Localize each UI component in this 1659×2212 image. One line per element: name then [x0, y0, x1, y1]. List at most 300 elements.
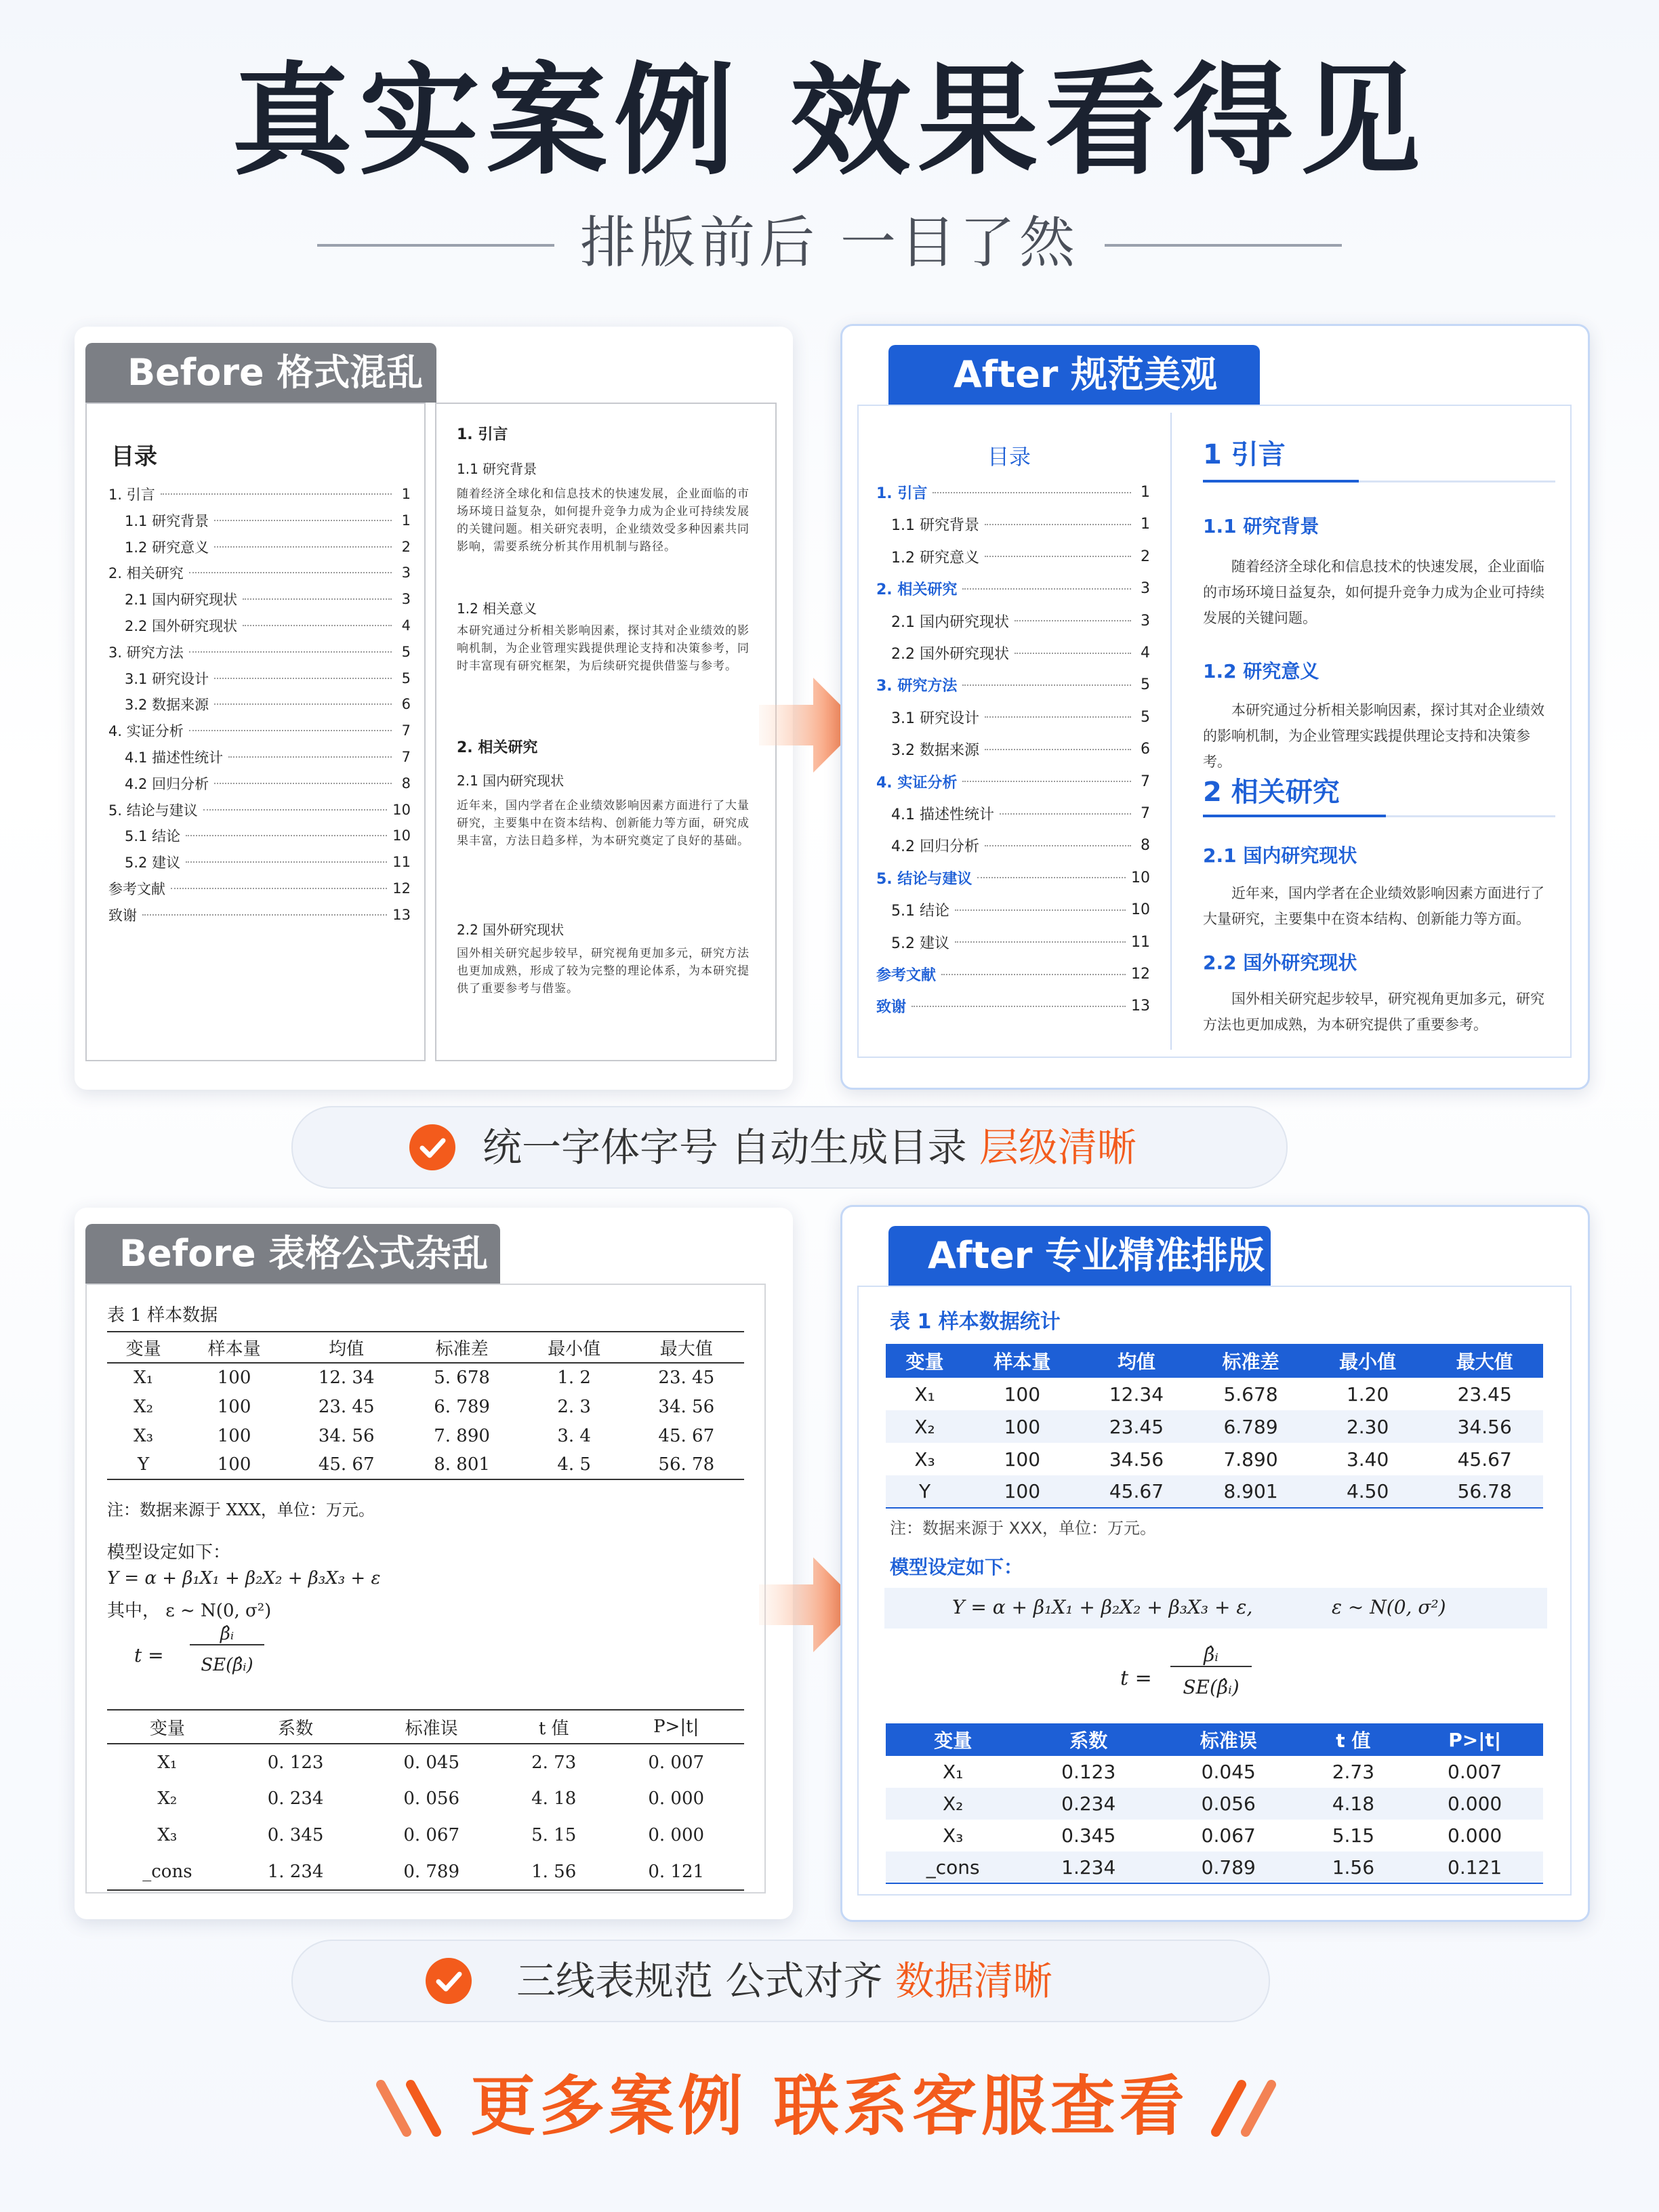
- table-cell: 23.45: [1457, 1382, 1512, 1406]
- table-cell: 0. 045: [403, 1752, 460, 1773]
- toc-item[interactable]: [125, 615, 411, 636]
- toc-item-page: 4: [401, 617, 411, 634]
- before-table-panel: [75, 1208, 793, 1919]
- table-cell: 5. 678: [434, 1368, 490, 1388]
- subsection-heading: 1.1 研究背景: [457, 461, 537, 477]
- table-cell: 56. 78: [658, 1454, 715, 1475]
- toc-item-page: 7: [401, 749, 411, 765]
- formula-where: 其中， ε ∼ N(0, σ²): [107, 1601, 272, 1621]
- toc-item[interactable]: [876, 964, 1150, 985]
- table-header-cell: 最大值: [1426, 1344, 1543, 1378]
- table-cell: 4.18: [1300, 1788, 1406, 1820]
- paragraph: 近年来，国内学者在企业绩效影响因素方面进行了大量研究，主要集中在资本结构、创新能力等方面。: [1203, 885, 1544, 927]
- table-row: [886, 1851, 1543, 1883]
- regression-table: [107, 1709, 744, 1891]
- toc-leader-dots: [214, 783, 392, 784]
- toc-item[interactable]: [876, 996, 1150, 1017]
- toc-leader-dots: [228, 756, 392, 758]
- table-cell: 0. 234: [267, 1788, 324, 1809]
- toc-leader-dots: [985, 845, 1131, 846]
- toc-leader-dots: [985, 716, 1131, 718]
- toc-title: 目录: [987, 444, 1031, 470]
- toc-leader-dots: [962, 588, 1131, 590]
- toc-item[interactable]: [108, 484, 411, 504]
- toc-item[interactable]: [876, 771, 1150, 792]
- toc-item-page: 10: [392, 801, 411, 818]
- table-header-cell: 变量: [125, 1338, 161, 1359]
- toc-leader-dots: [171, 888, 387, 889]
- toc-item-page: 11: [1131, 933, 1150, 951]
- toc-item[interactable]: [891, 803, 1150, 824]
- t-formula-denominator: SE(β̂ᵢ): [201, 1655, 253, 1675]
- toc-leader-dots: [186, 861, 387, 863]
- toc-item[interactable]: [108, 905, 411, 925]
- toc-item-label: 1. 引言: [876, 485, 928, 502]
- table-cell: 12. 34: [318, 1368, 375, 1388]
- toc-item-label: 1. 引言: [108, 487, 155, 503]
- table-cell: X₁: [157, 1752, 178, 1773]
- paragraph: 随着经济全球化和信息技术的快速发展，企业面临的市场环境日益复杂，如何提升竞争力成为企业可持续发展的关键问题。相关研究表明，企业绩效受多种因素共同影响，需要系统分析其作用机制与路径。: [457, 487, 750, 554]
- table-cell: 45.67: [1457, 1448, 1512, 1471]
- table-cell: 0. 007: [648, 1752, 705, 1773]
- table-cell: X₁: [134, 1368, 154, 1388]
- table-cell: X₁: [942, 1761, 964, 1783]
- toc-item-page: 11: [392, 854, 411, 871]
- table-cell: 5.15: [1332, 1824, 1375, 1847]
- toc-leader-dots: [912, 1006, 1126, 1007]
- toc-item-page: 2: [1141, 548, 1150, 565]
- toc-item[interactable]: [125, 694, 411, 714]
- check-icon: [409, 1124, 455, 1170]
- toc-leader-dots: [985, 556, 1131, 557]
- main-title: 真实案例 效果看得见: [232, 51, 1427, 191]
- section-heading: 1. 引言: [457, 426, 508, 443]
- table-cell: 1.234: [1020, 1851, 1157, 1883]
- toc-leader-dots: [933, 492, 1131, 493]
- t-formula-denominator: SE(β̂ᵢ): [1183, 1676, 1240, 1698]
- toc-leader-dots: [214, 703, 392, 705]
- t-formula-lhs: t =: [134, 1644, 164, 1666]
- table-cell: 23. 45: [658, 1368, 715, 1388]
- toc-item-page: 1: [1141, 516, 1150, 533]
- toc-item[interactable]: [876, 674, 1150, 695]
- before-toc-panel: [75, 327, 793, 1090]
- toc-item[interactable]: [891, 899, 1150, 920]
- table-row: [107, 1421, 744, 1450]
- section-heading: 2 相关研究: [1203, 777, 1340, 808]
- table-row: [886, 1443, 1543, 1475]
- toc-item[interactable]: [891, 514, 1150, 535]
- table-header-cell: t 值: [538, 1718, 569, 1739]
- toc-item-label: 致谢: [108, 907, 137, 924]
- table-cell: 0. 067: [403, 1825, 460, 1845]
- after-document: [857, 405, 1572, 1058]
- table-cell: 45.67: [1081, 1475, 1193, 1508]
- table-row: [886, 1756, 1543, 1788]
- subtitle: 排版前后 一目了然: [579, 211, 1080, 275]
- toc-item-label: 4. 实证分析: [108, 723, 184, 740]
- table-header-cell: 变量: [886, 1723, 1020, 1756]
- toc-leader-dots: [1015, 653, 1131, 654]
- toc-item[interactable]: [891, 932, 1150, 953]
- subsection-heading: 2.1 国内研究现状: [1203, 844, 1357, 867]
- table-row: [886, 1788, 1543, 1820]
- before-toc-page: [85, 403, 426, 1061]
- table-header-cell: 均值: [329, 1338, 365, 1359]
- toc-leader-dots: [243, 598, 392, 600]
- table-cell: X₁: [914, 1382, 935, 1406]
- toc-item-page: 12: [1131, 966, 1150, 983]
- table-row: [107, 1392, 744, 1421]
- toc-item[interactable]: [125, 747, 411, 767]
- table-cell: 45. 67: [658, 1425, 715, 1446]
- toc-item-label: 1.1 研究背景: [891, 517, 979, 535]
- table-cell: 4.50: [1309, 1475, 1427, 1508]
- toc-item-label: 5.1 结论: [125, 828, 181, 845]
- paragraph: 本研究通过分析相关影响因素，探讨其对企业绩效的影响机制，为企业管理实践提供理论支持和决策参考，同时丰富现有研究框架，为后续研究提供借鉴与参考。: [457, 624, 750, 673]
- toc-leader-dots: [962, 781, 1131, 782]
- toc-leader-dots: [142, 914, 387, 916]
- toc-item-label: 4.2 回归分析: [891, 838, 979, 856]
- table-cell: Y: [886, 1475, 964, 1508]
- table-cell: 100: [217, 1425, 251, 1446]
- subsection-heading: 1.2 研究意义: [1203, 660, 1319, 682]
- table-cell: 34. 56: [658, 1396, 715, 1417]
- table-cell: 4. 5: [557, 1454, 591, 1475]
- table-header-cell: 标准差: [1192, 1344, 1309, 1378]
- toc-item-label: 2.2 国外研究现状: [125, 618, 238, 634]
- toc-item-label: 3. 研究方法: [876, 678, 958, 695]
- toc-item-page: 6: [1141, 741, 1150, 758]
- toc-item-label: 3.1 研究设计: [125, 670, 209, 687]
- table-header-cell: 系数: [1020, 1723, 1157, 1756]
- heading-rule-accent: [1203, 815, 1386, 817]
- banner-text-main: 统一字体字号 自动生成目录: [483, 1124, 979, 1170]
- table-cell: 3. 4: [557, 1425, 591, 1446]
- table-cell: X₂: [157, 1788, 178, 1809]
- toc-leader-dots: [203, 809, 388, 811]
- table-note: 注：数据来源于 XXX，单位：万元。: [107, 1500, 375, 1519]
- toc-item-page: 5: [1141, 708, 1150, 726]
- table-cell: 0. 056: [403, 1788, 460, 1809]
- paragraph: 近年来，国内学者在企业绩效影响因素方面进行了大量研究，主要集中在资本结构、创新能力等方面，研究成果丰富，方法日趋多样，为本研究奠定了良好的基础。: [457, 799, 750, 848]
- toc-item-page: 10: [392, 827, 411, 844]
- toc-leader-dots: [161, 493, 392, 495]
- check-icon: [426, 1958, 472, 2004]
- banner-highlight: 层级清晰: [979, 1124, 1136, 1170]
- toc-item-page: 8: [401, 775, 411, 792]
- subtitle-right-rule: [1105, 244, 1342, 247]
- toc-item[interactable]: [125, 825, 411, 846]
- toc-item[interactable]: [125, 510, 411, 531]
- toc-item-label: 4.2 回归分析: [125, 775, 209, 792]
- toc-item-label: 4.1 描述性统计: [891, 806, 994, 823]
- table-cell: 5.678: [1223, 1382, 1278, 1406]
- toc-item[interactable]: [125, 668, 411, 689]
- t-formula-numerator: β̂ᵢ: [1170, 1643, 1252, 1667]
- table-cell: 100: [1004, 1382, 1041, 1406]
- table-cell: 100: [1004, 1448, 1041, 1471]
- toc-item-page: 12: [392, 880, 411, 897]
- toc-item-label: 5.1 结论: [891, 903, 949, 920]
- table-cell: 7. 890: [434, 1425, 490, 1446]
- toc-leader-dots: [214, 678, 392, 679]
- table-cell: 56.78: [1426, 1475, 1543, 1508]
- toc-item[interactable]: [876, 482, 1150, 503]
- after-tag: After 专业精准排版: [888, 1226, 1271, 1286]
- double-slash-right-icon: [1206, 2078, 1288, 2139]
- table-row: [886, 1475, 1543, 1508]
- table-cell: 0.056: [1157, 1788, 1300, 1820]
- table-cell: 0. 789: [403, 1861, 460, 1882]
- toc-item-page: 1: [401, 512, 411, 529]
- toc-item-label: 5.2 建议: [891, 935, 949, 952]
- table-cell: 0.121: [1406, 1851, 1543, 1883]
- subsection-heading: 2.2 国外研究现状: [1203, 951, 1357, 974]
- toc-item[interactable]: [891, 642, 1150, 663]
- table-cell: 0.045: [1201, 1761, 1256, 1783]
- table-cell: Y: [138, 1454, 150, 1475]
- table-cell: 0.789: [1157, 1851, 1300, 1883]
- toc-item-label: 2.1 国内研究现状: [125, 592, 238, 609]
- table-row: [886, 1378, 1543, 1410]
- toc-item-page: 13: [1131, 998, 1150, 1015]
- subsection-heading: 2.2 国外研究现状: [457, 922, 565, 938]
- table-cell: 6.789: [1192, 1410, 1309, 1443]
- after-tag: After 规范美观: [888, 345, 1260, 405]
- table-cell: X₃: [942, 1824, 964, 1847]
- formula-where: ε ∼ N(0, σ²): [1332, 1596, 1446, 1618]
- table-header-cell: 标准误: [1157, 1723, 1300, 1756]
- table-cell: 2. 3: [557, 1396, 591, 1417]
- table-note: 注：数据来源于 XXX，单位：万元。: [890, 1519, 1156, 1538]
- toc-item-page: 5: [401, 643, 411, 660]
- toc-item-label: 3. 研究方法: [108, 644, 184, 661]
- table-header-cell: P>|t|: [1406, 1723, 1543, 1756]
- toc-leader-dots: [977, 877, 1126, 878]
- table-cell: 0. 000: [648, 1788, 705, 1809]
- toc-item-label: 3.1 研究设计: [891, 710, 979, 727]
- table-header-cell: 均值: [1081, 1344, 1193, 1378]
- before-tag: Before 格式混乱: [85, 343, 436, 403]
- table-cell: 100: [217, 1396, 251, 1417]
- table-cell: _cons: [142, 1861, 192, 1882]
- table-header-cell: 样本量: [207, 1338, 261, 1359]
- after-toc-panel: [840, 324, 1590, 1090]
- toc-item[interactable]: [876, 578, 1150, 599]
- toc-item-label: 4.1 描述性统计: [125, 750, 224, 766]
- toc-leader-dots: [1000, 813, 1131, 815]
- table-header-cell: 样本量: [964, 1344, 1081, 1378]
- toc-item-label: 2. 相关研究: [108, 565, 184, 582]
- model-formula: Y = α + β₁X₁ + β₂X₂ + β₃X₃ + ε,: [952, 1596, 1253, 1618]
- before-table-page: [85, 1284, 766, 1893]
- subsection-heading: 1.1 研究背景: [1203, 515, 1319, 537]
- toc-item-label: 1.1 研究背景: [125, 512, 209, 529]
- toc-item-page: 10: [1131, 869, 1150, 886]
- table-cell: 0. 000: [648, 1825, 705, 1845]
- table-cell: 0.123: [1061, 1761, 1116, 1783]
- after-table-page: [857, 1286, 1572, 1896]
- table-row: [107, 1853, 744, 1890]
- toc-leader-dots: [985, 749, 1131, 750]
- toc-item[interactable]: [891, 546, 1150, 567]
- table-header-cell: 标准差: [435, 1338, 489, 1359]
- table-cell: X₃: [914, 1448, 935, 1471]
- table-cell: 0. 121: [648, 1861, 705, 1882]
- t-formula-lhs: t =: [1120, 1666, 1152, 1690]
- toc-item-label: 2. 相关研究: [876, 581, 958, 599]
- table-cell: 1. 2: [557, 1368, 591, 1388]
- toc-item-page: 2: [401, 538, 411, 555]
- toc-item[interactable]: [108, 800, 411, 820]
- banner-text: [516, 1941, 1052, 2021]
- table-cell: 6. 789: [434, 1396, 490, 1417]
- toc-item-label: 参考文献: [876, 967, 937, 984]
- table-row: [107, 1744, 744, 1780]
- table-cell: 2.73: [1332, 1761, 1375, 1783]
- toc-item-page: 4: [1141, 644, 1150, 661]
- toc-item-label: 致谢: [876, 999, 907, 1017]
- toc-item-page: 8: [1141, 837, 1150, 855]
- table-header-cell: 变量: [886, 1344, 964, 1378]
- toc-leader-dots: [941, 974, 1126, 975]
- subsection-heading: 2.1 国内研究现状: [457, 773, 565, 789]
- toc-item-page: 3: [401, 565, 411, 581]
- toc-item-page: 1: [1141, 484, 1150, 501]
- toc-item-page: 5: [401, 670, 411, 687]
- table-row: [886, 1410, 1543, 1443]
- paragraph: 国外相关研究起步较早，研究视角更加多元，研究方法也更加成熟，形成了较为完整的理论体系，为本研究提供了重要参考与借鉴。: [457, 947, 750, 996]
- column-divider: [1170, 413, 1172, 1050]
- toc-item[interactable]: [876, 867, 1150, 888]
- toc-item-page: 3: [401, 591, 411, 608]
- table-cell: 34.56: [1426, 1410, 1543, 1443]
- toc-item[interactable]: [125, 537, 411, 557]
- toc-item-label: 3.2 数据来源: [125, 697, 209, 714]
- heading-rule-accent: [1203, 480, 1359, 483]
- table-cell: 0. 345: [267, 1825, 324, 1845]
- table-header-cell: 系数: [278, 1718, 314, 1739]
- table-cell: 0.007: [1448, 1761, 1502, 1783]
- toc-leader-dots: [214, 520, 392, 521]
- table-cell: 0.000: [1448, 1824, 1502, 1847]
- toc-leader-dots: [955, 941, 1126, 943]
- toc-item-page: 3: [1141, 612, 1150, 630]
- table-caption: 表 1 样本数据: [107, 1305, 218, 1326]
- table-header-cell: 最小值: [1309, 1344, 1427, 1378]
- toc-item-label: 3.2 数据来源: [891, 742, 979, 760]
- table-header-cell: 标准误: [405, 1718, 458, 1739]
- feature-banner: [291, 1940, 1270, 2022]
- toc-leader-dots: [189, 730, 392, 731]
- toc-item[interactable]: [108, 642, 411, 662]
- toc-item[interactable]: [125, 589, 411, 609]
- subsection-heading: 1.2 相关意义: [457, 600, 537, 617]
- table-cell: 7.890: [1223, 1448, 1278, 1471]
- table-cell: X₂: [134, 1396, 154, 1417]
- toc-item[interactable]: [125, 852, 411, 872]
- table-header-cell: P>|t|: [653, 1717, 699, 1737]
- toc-item-page: 6: [401, 696, 411, 713]
- toc-item-label: 4. 实证分析: [876, 774, 958, 792]
- toc-item-page: 10: [1131, 901, 1150, 919]
- table-cell: 1. 56: [531, 1861, 577, 1882]
- table-cell: 0. 123: [267, 1752, 324, 1773]
- toc-item-page: 1: [401, 486, 411, 502]
- toc-leader-dots: [985, 524, 1131, 525]
- table-cell: 100: [217, 1368, 251, 1388]
- table-cell: 8. 801: [434, 1454, 490, 1475]
- feature-banner: [291, 1106, 1288, 1189]
- table-cell: 45. 67: [318, 1454, 375, 1475]
- toc-item-page: 13: [392, 906, 411, 923]
- table-cell: 34.56: [1109, 1448, 1164, 1471]
- toc-item-label: 2.2 国外研究现状: [891, 646, 1009, 663]
- table-cell: 1.56: [1300, 1851, 1406, 1883]
- toc-item-label: 5.2 建议: [125, 855, 181, 872]
- paragraph: 随着经济全球化和信息技术的快速发展，企业面临的市场环境日益复杂，如何提升竞争力成为企业可持续发展的关键问题。: [1203, 558, 1544, 626]
- table-cell: 1.20: [1346, 1382, 1389, 1406]
- section-heading: 1 引言: [1203, 439, 1286, 470]
- toc-leader-dots: [243, 625, 392, 626]
- table-cell: X₂: [886, 1788, 1020, 1820]
- before-tag: Before 表格公式杂乱: [85, 1224, 500, 1284]
- toc-item[interactable]: [891, 707, 1150, 728]
- table-caption: 表 1 样本数据统计: [890, 1310, 1061, 1334]
- toc-item-label: 参考文献: [108, 881, 165, 897]
- toc-item[interactable]: [891, 611, 1150, 632]
- toc-leader-dots: [189, 572, 392, 573]
- model-intro: 模型设定如下：: [890, 1556, 1023, 1578]
- table-cell: 4. 18: [531, 1788, 577, 1809]
- regression-table: [886, 1723, 1543, 1884]
- toc-item[interactable]: [891, 835, 1150, 856]
- toc-leader-dots: [955, 909, 1126, 911]
- table-row: [107, 1817, 744, 1853]
- table-cell: 1. 234: [267, 1861, 324, 1882]
- toc-item[interactable]: [891, 739, 1150, 760]
- section-heading: 2. 相关研究: [457, 739, 538, 756]
- toc-item[interactable]: [108, 878, 411, 899]
- banner-highlight: 数据清晰: [895, 1958, 1052, 2004]
- table-cell: 0.067: [1201, 1824, 1256, 1847]
- stats-table: [886, 1344, 1543, 1509]
- table-cell: 0.345: [1061, 1824, 1116, 1847]
- toc-item[interactable]: [108, 562, 411, 583]
- table-header-cell: 最小值: [548, 1338, 601, 1359]
- table-header-cell: 变量: [149, 1718, 185, 1739]
- table-cell: 8.901: [1192, 1475, 1309, 1508]
- stats-table: [107, 1331, 744, 1480]
- table-row: [107, 1780, 744, 1817]
- table-cell: 3.40: [1346, 1448, 1389, 1471]
- toc-item-page: 5: [1141, 676, 1150, 694]
- table-header-cell: t 值: [1300, 1723, 1406, 1756]
- toc-item-label: 2.1 国内研究现状: [891, 613, 1009, 631]
- model-intro: 模型设定如下：: [107, 1542, 231, 1563]
- toc-item-label: 5. 结论与建议: [108, 802, 198, 819]
- toc-item-label: 5. 结论与建议: [876, 870, 972, 888]
- footer-cta: 更多案例 联系客服查看: [470, 2068, 1189, 2144]
- table-cell: 12.34: [1109, 1382, 1164, 1406]
- toc-leader-dots: [962, 684, 1131, 686]
- toc-item[interactable]: [125, 773, 411, 794]
- table-cell: X₃: [134, 1425, 154, 1446]
- toc-leader-dots: [214, 546, 392, 548]
- toc-item[interactable]: [108, 720, 411, 741]
- toc-leader-dots: [186, 835, 387, 836]
